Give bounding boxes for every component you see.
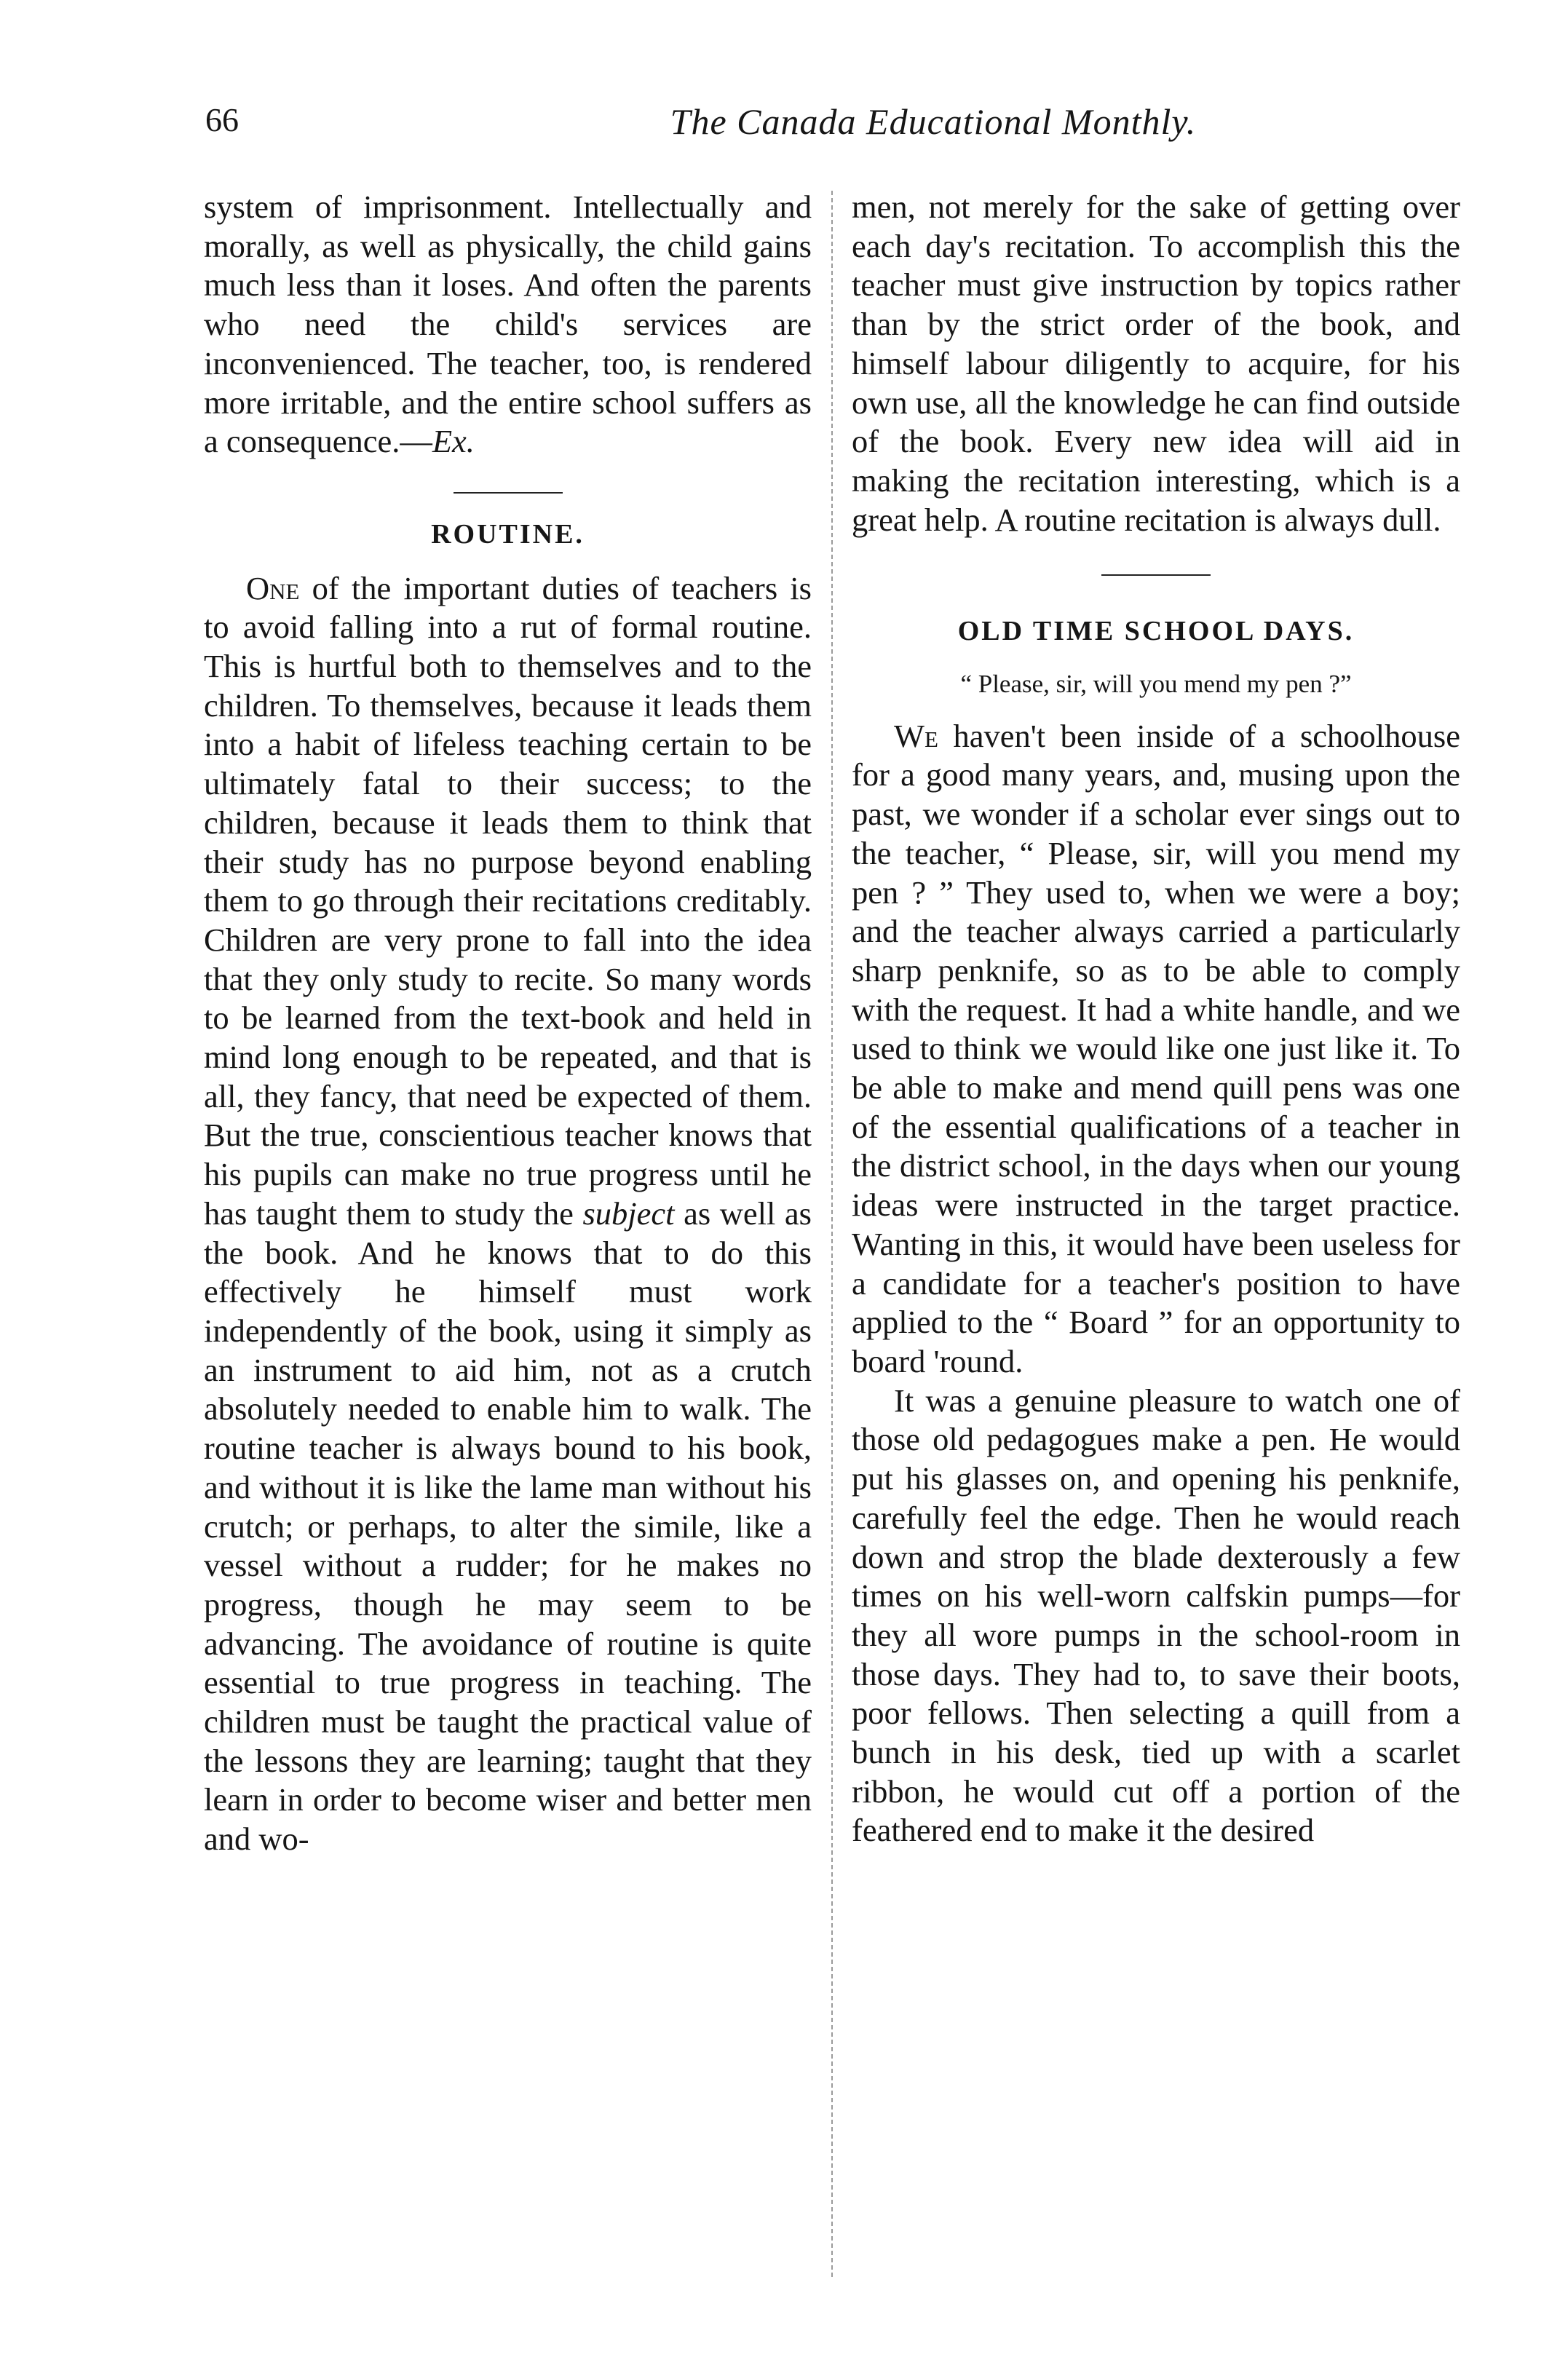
section-divider bbox=[454, 492, 563, 494]
paragraph-text: of the important duties of teachers is to avoid falling into a rut of formal routine. This is hurtful both to themselves and to the children. To themselves, because it leads them into a habit of lifeless teaching certain to be ultimately fatal to their success; to the children, because it leads them to think that their study has no purpose beyond enabling them to go through their recitations creditably. Children are very prone to fall into the idea that they only study to recite. So many words to be learned from the text-book and held in mind long enough to be repeated, and that is all, they fancy, that need be expected of them. But the true, conscientious teacher knows that his pupils can make no true progress until he has taught them to study the bbox=[204, 569, 812, 1232]
section-divider bbox=[1101, 574, 1211, 576]
source-abbreviation: Ex. bbox=[432, 423, 475, 460]
drop-lead-word: We bbox=[894, 717, 938, 754]
left-column bbox=[204, 188, 812, 1859]
page-number: 66 bbox=[205, 101, 239, 138]
paragraph-text: as well as the book. And he knows that to do this effectively he himself must work independently of the book, using it simply as an instrument to aid him, not as a crutch absolutely needed to enable him to walk. The routine teacher is always bound to his book, and without it is like the lame man without his crutch; or perhaps, to alter the simile, like a vessel without a rudder; for he makes no progress, though he may seem to be advancing. The avoidance of routine is quite essential to true progress in teaching. The children must be taught the practical value of the lessons they are learning; taught that they learn in order to become wiser and better men and wo- bbox=[204, 1195, 812, 1858]
journal-title: The Canada Educational Monthly. bbox=[670, 101, 1197, 142]
old-time-paragraph-1 bbox=[852, 717, 1460, 1382]
right-column bbox=[852, 188, 1460, 1850]
emphasis-word: subject bbox=[582, 1195, 675, 1232]
continuation-paragraph bbox=[204, 188, 812, 462]
routine-continuation-paragraph: men, not merely for the sake of getting over each day's recitation. To accomplish this the teacher must give instruction by topics rather than by the strict order of the book, and himself labour diligently to acquire, for his own use, all the knowledge he can find outside of the book. Every new idea will aid in making the recitation interesting, which is a great help. A routine recitation is always dull. bbox=[852, 189, 1460, 538]
epigraph: “ Please, sir, will you mend my pen ?” bbox=[960, 670, 1352, 699]
section-heading-routine: ROUTINE. bbox=[431, 518, 585, 550]
old-time-paragraph-2: It was a genuine pleasure to watch one of those old pedagogues make a pen. He would put his glasses on, and opening his penknife, carefully feel the edge. Then he would reach down and strop the blade dexterously a few times on his well-worn calfskin pumps—for they all wore pumps in the school-room in those days. They had to, to save their boots, poor fellows. Then selecting a quill from a bunch in his desk, tied up with a scarlet ribbon, he would cut off a portion of the feathered end to make it the desired bbox=[852, 1382, 1460, 1849]
column-divider bbox=[831, 191, 833, 2277]
drop-lead-word: One bbox=[246, 569, 300, 606]
paragraph-text: haven't been inside of a schoolhouse for a good many years, and, musing upon the past, we wonder if a scholar ever sings out to the teacher, “ Please, sir, will you mend my pen ? ” They used to, when we were a boy; and the teacher always carried a particularly sharp penknife, so as to be able to comply with the request. It had a white handle, and we used to think we would like one just like it. To be able to make and mend quill pens was one of the essential qualifications of a teacher in the district school, in the days when our young ideas were instructed in the target practice. Wanting in this, it would have been useless for a candidate for a teacher's position to have applied to the “ Board ” for an opportunity to board 'round. bbox=[852, 717, 1460, 1379]
section-heading-old-time-school-days: OLD TIME SCHOOL DAYS. bbox=[957, 616, 1355, 647]
running-head bbox=[205, 100, 1447, 151]
continuation-text: system of imprisonment. Intellectually and morally, as well as physically, the child gains much less than it loses. And often the parents who need the child's services are inconvenienced. The teacher, too, is rendered more irritable, and the entire school suffers as a consequence.— bbox=[204, 189, 812, 460]
routine-paragraph bbox=[204, 569, 812, 1859]
